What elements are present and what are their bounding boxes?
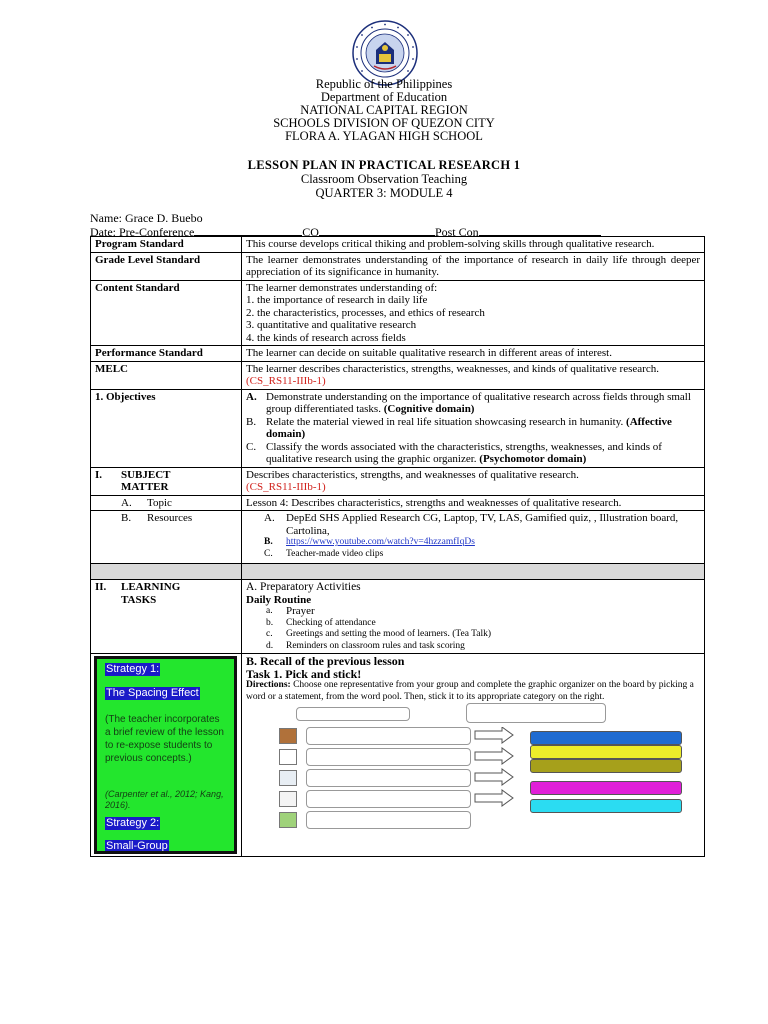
subject-matter-code: (CS_RS11-IIIb-1) [246, 481, 326, 493]
recall-cell [242, 654, 705, 857]
performance-standard-text: The learner can decide on suitable qualitative research in different areas of interest. [242, 346, 705, 362]
routine-item [246, 606, 700, 618]
task-directions [246, 680, 700, 703]
routine-text: Greetings and setting the mood of learners. (Tea Talk) [286, 629, 492, 639]
resources-list [246, 512, 700, 560]
post-con-label: Post Con [434, 225, 479, 239]
directions-text: Choose one representative from your group and complete the graphic organizer on the board by picking a word or a statement, from the word pool. Then, stick it to its appropriate category on the right. [246, 680, 694, 702]
header-region: NATIONAL CAPITAL REGION [300, 103, 468, 117]
clock-thumbnail [279, 749, 297, 765]
picture-thumbnail [279, 728, 297, 744]
routine-key: b. [266, 617, 274, 628]
arrow-icons [474, 727, 514, 827]
daily-routine-list [246, 606, 700, 652]
resource-key: B. [264, 537, 273, 547]
learning-tasks-cell [242, 580, 705, 654]
resources-key: B. [121, 512, 132, 524]
subject-matter-label: SUBJECT MATTER [121, 468, 171, 493]
content-standard-row [91, 280, 705, 346]
category-bar-blue [530, 731, 682, 745]
program-standard-row [91, 237, 705, 253]
learning-tasks-label: LEARNING TASKS [121, 581, 181, 606]
strategy-1-description: (The teacher incorporates a brief review of the lesson to re-expose students to previous concepts.) [105, 714, 224, 764]
subject-matter-cell [242, 467, 705, 495]
objective-item [246, 391, 700, 416]
lesson-quarter: QUARTER 3: MODULE 4 [315, 186, 453, 200]
date-blank [194, 225, 302, 236]
routine-item [246, 629, 700, 641]
melc-code: (CS_RS11-IIIb-1) [246, 375, 326, 387]
letterhead [0, 78, 768, 143]
strategy-2-name: Small-Group [106, 840, 168, 852]
objective-text: Demonstrate understanding on the importance of qualitative research across fields through small group differentiated tasks. [266, 390, 691, 415]
resource-item [246, 512, 700, 537]
program-standard-text: This course develops critical thiking and problem-solving skills through qualitative research. [242, 237, 705, 253]
objective-domain: (Psychomotor domain) [479, 453, 587, 465]
routine-text: Checking of attendance [286, 617, 376, 628]
header-division: SCHOOLS DIVISION OF QUEZON CITY [273, 116, 495, 130]
header-department: Department of Education [320, 90, 448, 104]
answer-box [306, 769, 471, 787]
resources-label-cell [91, 511, 242, 564]
header-school: FLORA A. YLAGAN HIGH SCHOOL [285, 129, 483, 143]
document-thumbnail [279, 791, 297, 807]
category-bar-cyan [530, 799, 682, 813]
subject-matter-label-cell [91, 467, 242, 495]
resources-label: Resources [147, 512, 193, 524]
answer-box [306, 790, 471, 808]
graphic-organizer [246, 703, 700, 823]
resources-row [91, 511, 705, 564]
grade-level-standard-row [91, 252, 705, 280]
answer-box [306, 811, 471, 829]
right-arrow-icon [475, 769, 513, 785]
objectives-label: 1. Objectives [91, 389, 242, 467]
performance-standard-row [91, 346, 705, 362]
melc-row [91, 361, 705, 389]
category-bar-magenta [530, 781, 682, 795]
teacher-name: Name: Grace D. Buebo [90, 211, 203, 225]
resource-item [246, 549, 700, 561]
objective-domain: (Affective domain) [266, 415, 672, 440]
strategy-1-citation: (Carpenter et al., 2012; Kang, 2016). [105, 789, 224, 810]
learning-tasks-label-cell [91, 580, 242, 654]
subject-matter-row [91, 467, 705, 495]
organizer-top-box [296, 707, 410, 721]
right-arrow-icon [475, 790, 513, 806]
objective-item [246, 416, 700, 441]
chart-thumbnail [279, 770, 297, 786]
resource-item [246, 537, 700, 549]
learning-tasks-row [91, 580, 705, 654]
content-standard-item: 4. the kinds of research across fields [246, 331, 406, 344]
routine-item [246, 618, 700, 630]
right-arrow-icon [475, 727, 513, 743]
answer-box [306, 748, 471, 766]
topic-row [91, 495, 705, 511]
content-standard-item: 1. the importance of research in daily life [246, 294, 428, 306]
separator-cell [91, 564, 242, 580]
subject-matter-text: Describes characteristics, strengths, and weaknesses of qualitative research. [246, 468, 579, 481]
co-blank [319, 225, 435, 236]
topic-label: Topic [147, 496, 172, 509]
topic-label-cell [91, 495, 242, 511]
strategy-cell [91, 654, 242, 857]
lesson-title: LESSON PLAN IN PRACTICAL RESEARCH 1 [247, 158, 521, 172]
learning-tasks-roman: II. [95, 581, 107, 593]
strategy-2-label: Strategy 2: [106, 817, 160, 829]
melc-label: MELC [91, 361, 242, 389]
directions-label: Directions: [246, 680, 291, 690]
program-standard-label: Program Standard [91, 237, 242, 253]
objectives-list [246, 391, 700, 466]
header-republic: Republic of the Philippines [315, 77, 453, 91]
task-title: Task 1. Pick and stick! [246, 666, 362, 681]
subject-matter-roman: I. [95, 468, 103, 481]
objective-text: Classify the words associated with the characteristics, strengths, weaknesses, and kinds of qualitative research using the graphic organizer. [266, 440, 662, 465]
objective-key: A. [246, 390, 257, 403]
date-label: Date: Pre-Conference [90, 225, 195, 239]
resource-text: DepEd SHS Applied Research CG, Laptop, TV, LAS, Gamified quiz, , Illustration board, Cartolina, [286, 512, 679, 537]
youtube-link[interactable]: https://www.youtube.com/watch?v=4hzzamfIqDs [286, 537, 475, 547]
objective-domain: (Cognitive domain) [383, 403, 475, 415]
objective-item [246, 441, 700, 466]
category-bar-olive [530, 759, 682, 773]
lesson-subtitle: Classroom Observation Teaching [300, 172, 468, 186]
separator-cell [242, 564, 705, 580]
daily-routine-heading: Daily Routine [246, 593, 312, 606]
routine-key: a. [266, 606, 273, 616]
answer-box [306, 727, 471, 745]
content-standard-label: Content Standard [91, 280, 242, 346]
co-label: CO [302, 225, 319, 239]
objective-key: C. [246, 440, 257, 453]
routine-key: c. [266, 629, 273, 639]
word-pool-box [466, 703, 606, 723]
right-arrow-icon [475, 748, 513, 764]
performance-standard-label: Performance Standard [91, 346, 242, 362]
lesson-title-block [0, 158, 768, 200]
resource-key: A. [264, 512, 275, 524]
post-con-blank [479, 225, 601, 236]
recall-row [91, 654, 705, 857]
melc-cell [242, 361, 705, 389]
recall-title: B. Recall of the previous lesson [246, 654, 405, 668]
topic-key: A. [121, 496, 132, 509]
objectives-row [91, 389, 705, 467]
routine-key: d. [266, 640, 274, 651]
topic-text: Lesson 4: Describes characteristics, strengths and weaknesses of qualitative research. [242, 495, 705, 511]
content-standard-item: 2. the characteristics, processes, and ethics of research [246, 306, 485, 319]
category-bar-yellow [530, 745, 682, 759]
grade-level-standard-label: Grade Level Standard [91, 252, 242, 280]
objectives-cell [242, 389, 705, 467]
resource-key: C. [264, 548, 273, 559]
resources-cell [242, 511, 705, 564]
preparatory-activities: A. Preparatory Activities [246, 581, 361, 593]
strategy-1-label: Strategy 1: [106, 663, 160, 675]
routine-text: Prayer [286, 605, 315, 617]
content-standard-intro: The learner demonstrates understanding of: [246, 281, 438, 294]
objective-key: B. [246, 415, 257, 428]
grade-level-standard-text: The learner demonstrates understanding of the importance of research in daily life through deeper appreciation of its significance in humanity. [242, 252, 705, 280]
lesson-plan-table [90, 236, 705, 857]
content-standard-item: 3. quantitative and qualitative research [246, 319, 417, 331]
melc-text: The learner describes characteristics, strengths, weaknesses, and kinds of qualitative research. [246, 362, 659, 375]
routine-item [246, 641, 700, 653]
strategy-1-name: The Spacing Effect [106, 687, 199, 699]
field-thumbnail [279, 812, 297, 828]
objective-text: Relate the material viewed in real life situation showcasing research in humanity. [266, 415, 624, 428]
resource-text: Teacher-made video clips [286, 548, 384, 559]
routine-text: Reminders on classroom rules and task scoring [286, 640, 465, 651]
separator-row [91, 564, 705, 580]
strategy-box [94, 656, 237, 854]
content-standard-cell [242, 280, 705, 346]
